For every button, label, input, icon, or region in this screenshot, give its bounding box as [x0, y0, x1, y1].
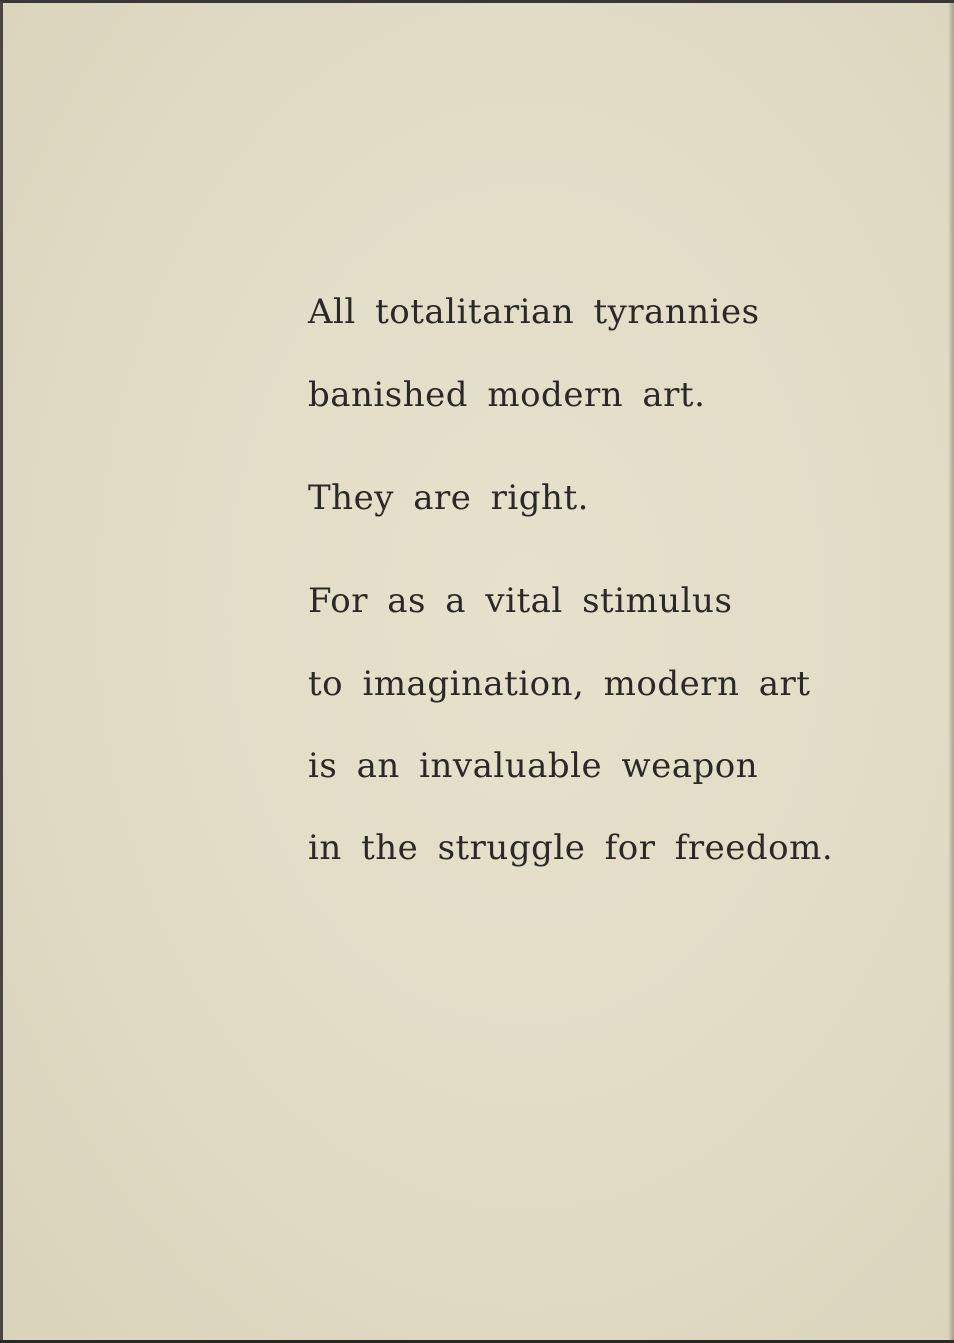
text-line-4: For as a vital stimulus [308, 581, 733, 621]
text-line-7: in the struggle for freedom. [308, 828, 834, 868]
text-line-6: is an invaluable weapon [308, 746, 759, 786]
text-line-3: They are right. [308, 478, 589, 518]
page-edge-shadow [948, 3, 954, 1343]
text-line-1: All totalitarian tyrannies [308, 292, 760, 332]
text-line-2: banished modern art. [308, 375, 706, 415]
text-line-5: to imagination, modern art [308, 664, 811, 704]
